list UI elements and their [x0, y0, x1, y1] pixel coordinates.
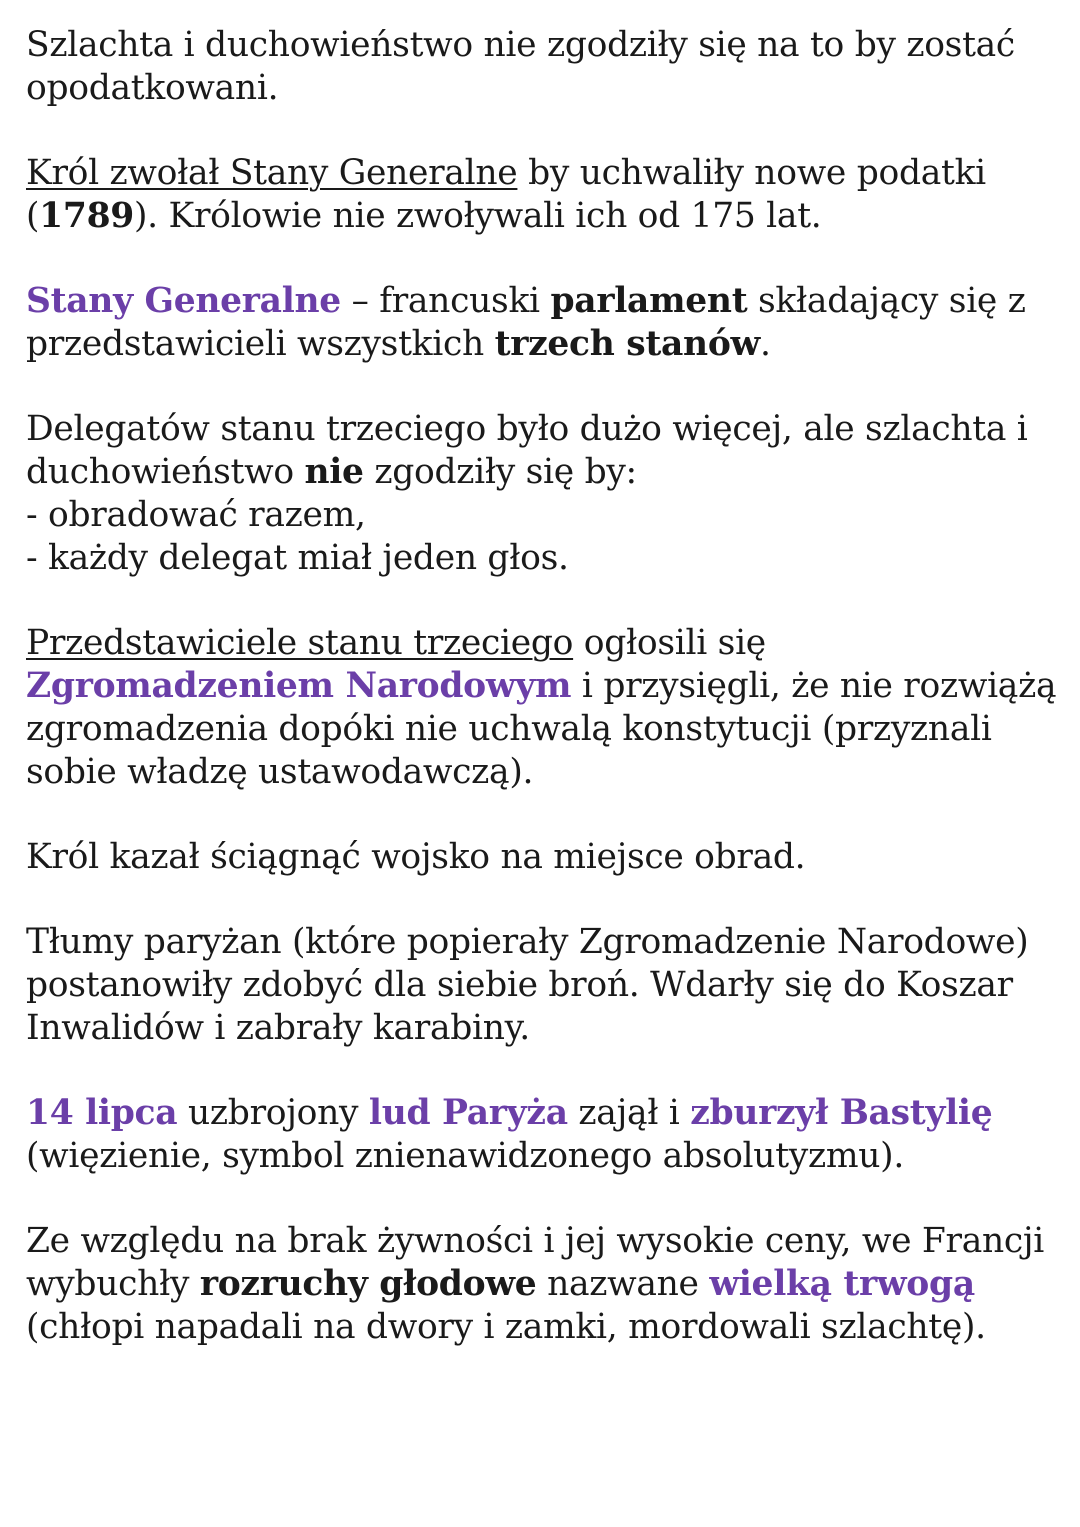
text-segment: zajął i: [567, 1093, 691, 1133]
term-stany-generalne: Stany Generalne: [26, 281, 341, 321]
term-zburzyl-bastylie: zburzył Bastylię: [690, 1093, 993, 1133]
bold-trzech-stanow: trzech stanów: [494, 324, 760, 364]
text-segment: ). Królowie nie zwoływali ich od 175 lat.: [134, 196, 822, 236]
text-segment: Delegatów stanu trzeciego było dużo więcej, ale szlachta i duchowieństwo: [26, 409, 1028, 492]
text-segment: (chłopi napadali na dwory i zamki, mordowali szlachtę).: [26, 1307, 986, 1347]
list-item: - każdy delegat miał jeden głos.: [26, 538, 569, 578]
paragraph-national-assembly: [26, 622, 1066, 794]
text-segment: Ze względu na brak żywności i jej wysokie ceny, we Francji wybuchły: [26, 1221, 1045, 1304]
underlined-phrase: Przedstawiciele stanu trzeciego: [26, 623, 574, 663]
text-segment: zgodziły się by:: [363, 452, 637, 492]
paragraph-parisian-crowds: [26, 921, 1066, 1050]
term-wielka-trwoga: wielką trwogą: [709, 1264, 975, 1304]
term-lud-paryza: lud Paryża: [368, 1093, 568, 1133]
text-segment: nazwane: [536, 1264, 710, 1304]
text-segment: i przysięgli, że nie rozwiążą zgromadzenia dopóki nie uchwalą konstytucji (przyznali sobie władzę ustawodawczą).: [26, 666, 1057, 792]
text-segment: .: [759, 324, 771, 364]
year-1789: 1789: [39, 196, 134, 236]
paragraph-text: Szlachta i duchowieństwo nie zgodziły się na to by zostać opodatkowani.: [26, 25, 1015, 108]
text-segment: – francuski: [340, 281, 551, 321]
text-segment: składający się z przedstawicieli wszystkich: [26, 281, 1026, 364]
bold-nie: nie: [304, 452, 364, 492]
underlined-phrase: Król zwołał Stany Generalne: [26, 153, 518, 193]
text-segment: ogłosili się: [573, 623, 766, 663]
notes-page: [26, 24, 1066, 1391]
paragraph-delegates: [26, 408, 1066, 580]
paragraph-great-fear: [26, 1220, 1066, 1349]
bold-rozruchy-glodowe: rozruchy głodowe: [199, 1264, 537, 1304]
bold-parlament: parlament: [550, 281, 748, 321]
text-segment: uzbrojony: [177, 1093, 369, 1133]
paragraph-estates-general-convened: [26, 152, 1066, 238]
paragraph-estates-general-definition: [26, 280, 1066, 366]
list-item: - obradować razem,: [26, 495, 366, 535]
paragraph-text: Tłumy paryżan (które popierały Zgromadzenie Narodowe) postanowiły zdobyć dla siebie broń. Wdarły się do Koszar Inwalidów i zabrały karabiny.: [26, 922, 1029, 1048]
paragraph-bastille: [26, 1092, 1066, 1178]
paragraph-taxation-refusal: [26, 24, 1066, 110]
paragraph-text: Król kazał ściągnąć wojsko na miejsce obrad.: [26, 837, 806, 877]
text-segment: by uchwaliły nowe podatki (: [26, 153, 986, 236]
date-14-lipca: 14 lipca: [26, 1093, 178, 1133]
paragraph-king-army: [26, 836, 1066, 879]
text-segment: (więzienie, symbol znienawidzonego absolutyzmu).: [26, 1136, 905, 1176]
term-zgromadzenie-narodowe: Zgromadzeniem Narodowym: [26, 666, 572, 706]
